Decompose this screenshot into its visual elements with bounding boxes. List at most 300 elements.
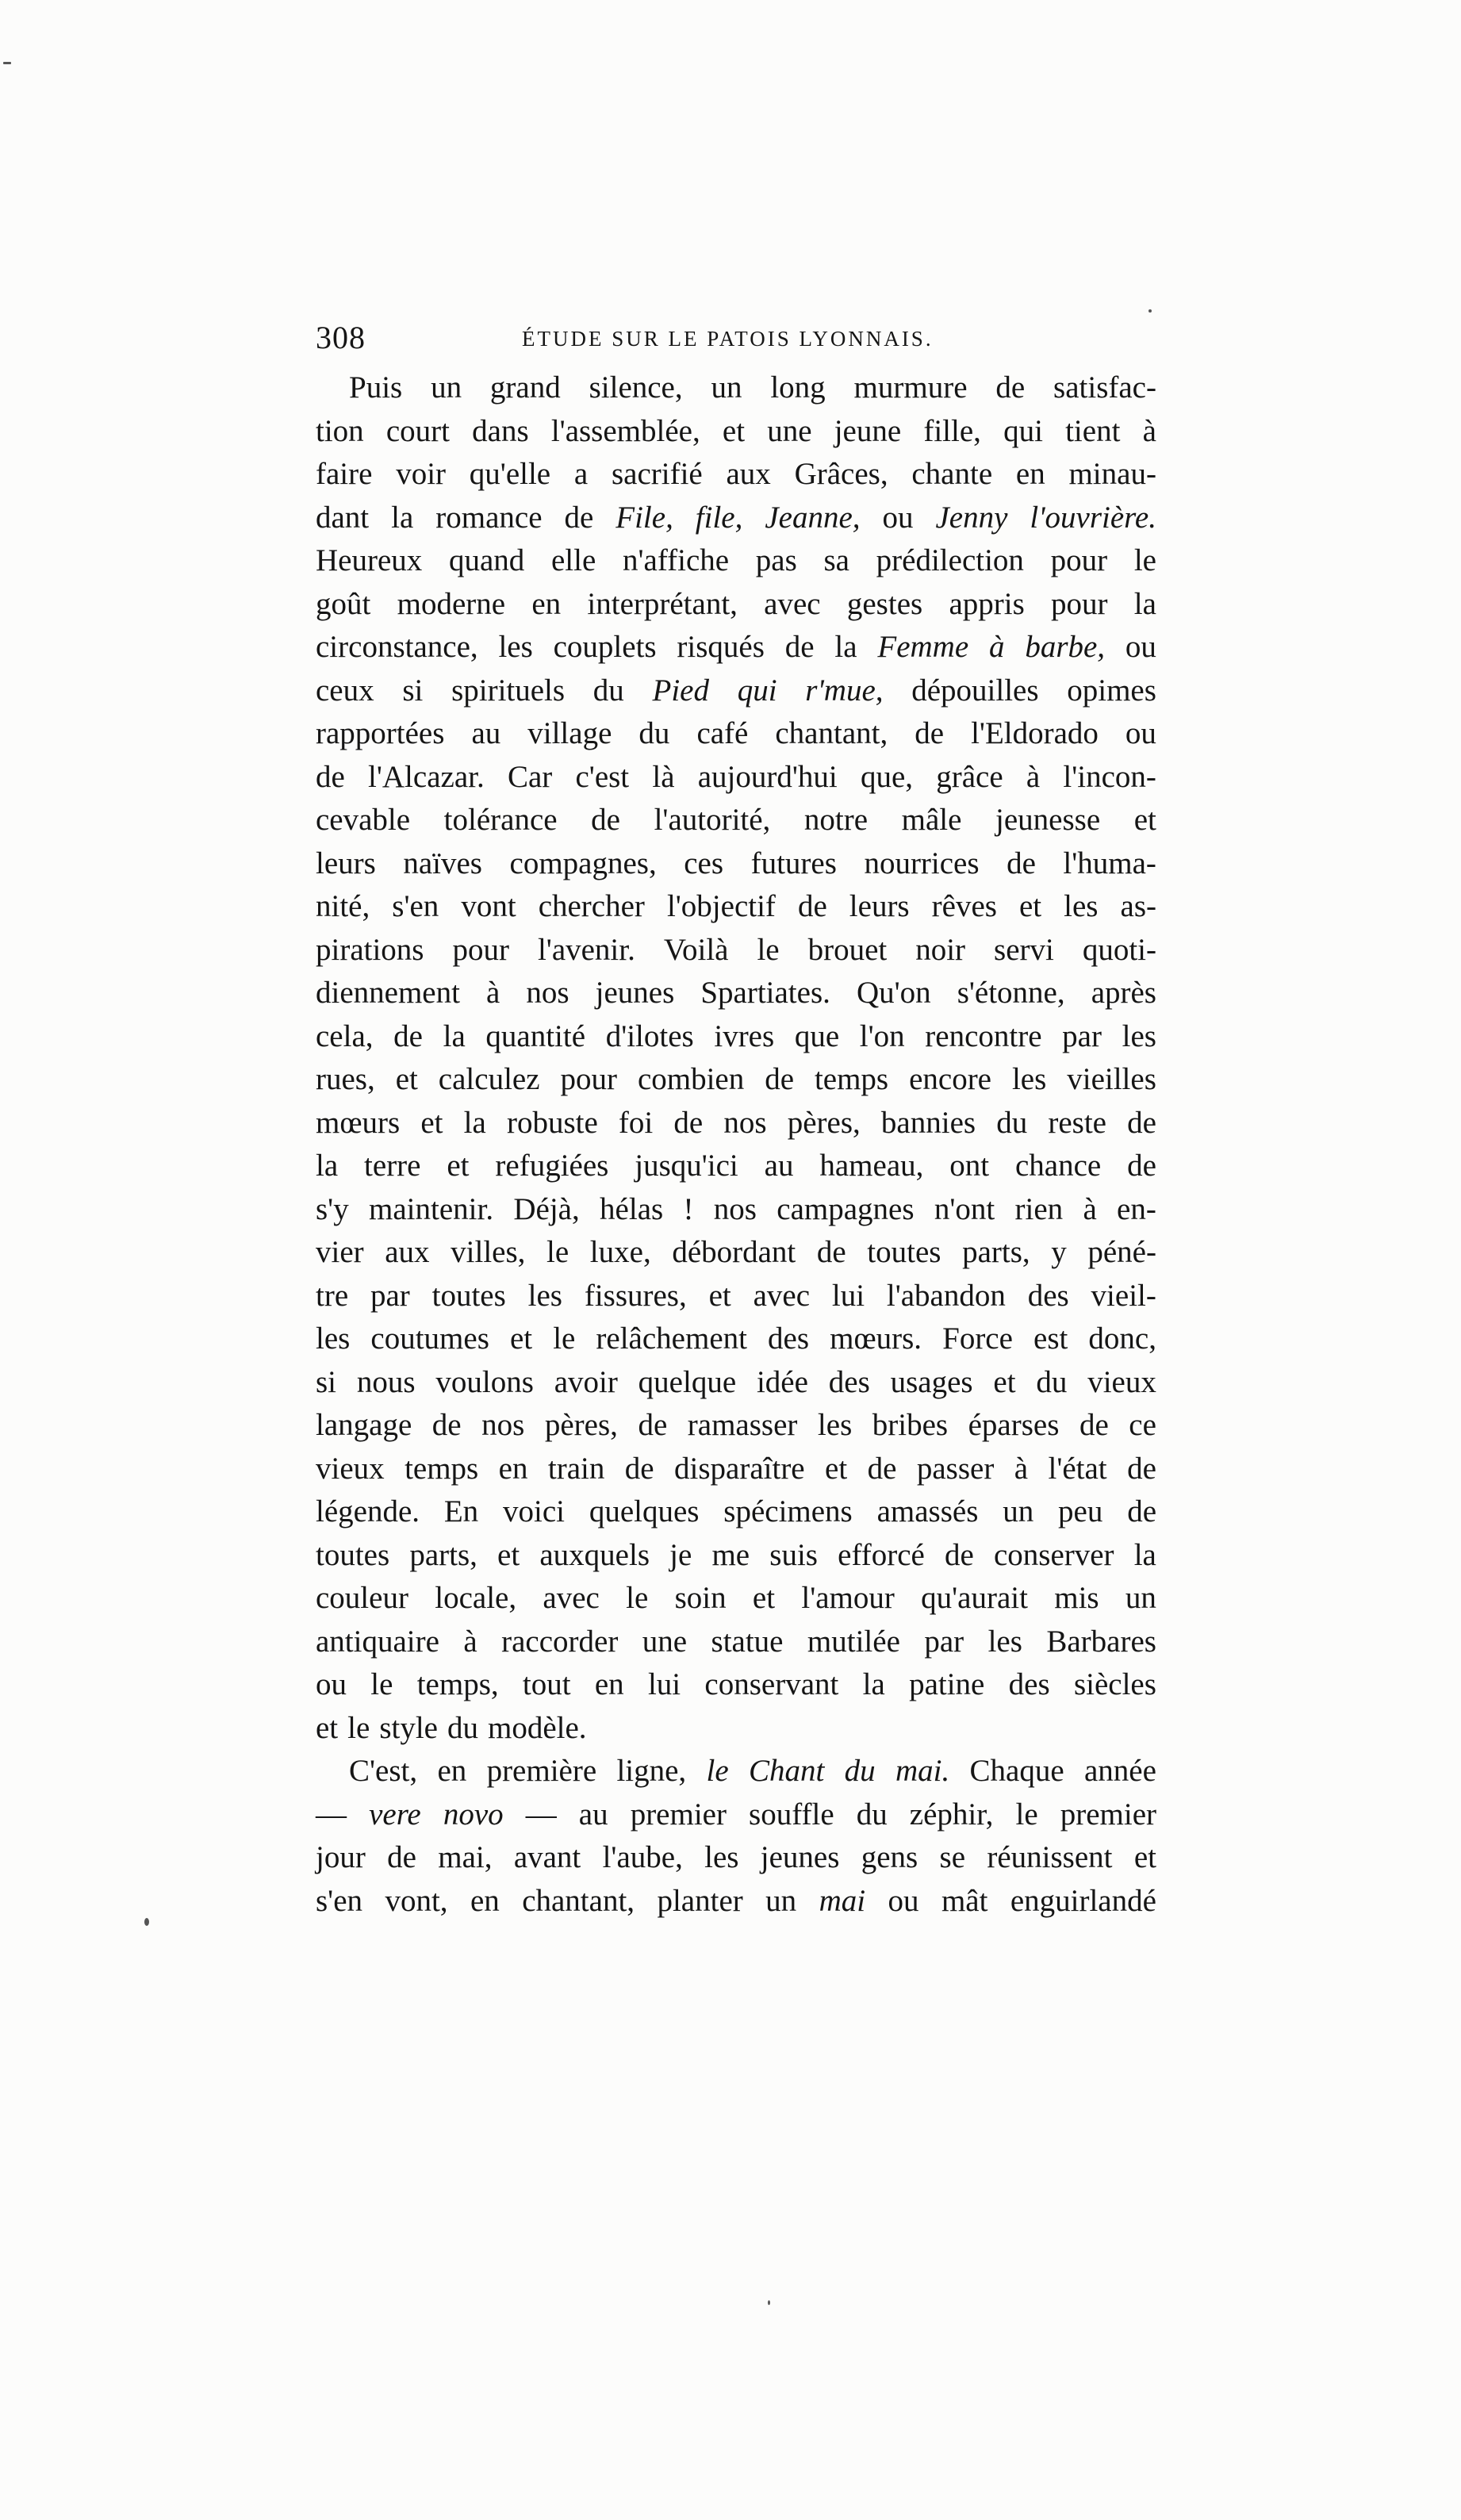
word: nos <box>481 1408 525 1442</box>
word: court <box>385 413 450 448</box>
word: bannies <box>880 1105 976 1140</box>
word: opimes <box>1067 673 1156 708</box>
word: moderne <box>397 586 506 621</box>
word: ivres <box>714 1018 775 1053</box>
word: langage <box>316 1408 412 1442</box>
word: l'amour <box>801 1581 895 1615</box>
word: ou <box>316 1667 347 1701</box>
text-line <box>316 497 1156 540</box>
word: sacrifié <box>611 457 703 491</box>
word: Car <box>507 759 553 794</box>
word: servi <box>994 932 1054 967</box>
word: une <box>642 1624 688 1659</box>
word: la <box>316 1149 339 1183</box>
word: modèle. <box>487 1710 587 1745</box>
italic-word: file, <box>695 500 743 535</box>
word: chance <box>1015 1149 1102 1183</box>
word: de <box>673 1105 704 1140</box>
word: la <box>834 630 857 664</box>
word: ou <box>1125 630 1156 664</box>
word: couleur <box>316 1581 408 1615</box>
word: Déjà, <box>513 1191 580 1226</box>
word: à <box>463 1624 477 1659</box>
word: conserver <box>993 1537 1114 1572</box>
word: efforcé <box>838 1537 925 1572</box>
word: en <box>498 1451 528 1486</box>
word: n'affiche <box>623 543 730 577</box>
word: en <box>437 1754 467 1788</box>
word: en <box>1015 457 1045 491</box>
word: voir <box>396 457 447 491</box>
text-line <box>316 1231 1156 1275</box>
word: romance <box>435 500 543 535</box>
word: rêves <box>931 889 997 923</box>
word: l'aube, <box>602 1840 683 1874</box>
scan-speck-header <box>1148 309 1152 313</box>
word: parts, <box>962 1235 1030 1269</box>
word: de <box>816 1235 846 1269</box>
word: du <box>592 673 624 708</box>
word: l'abandon <box>886 1278 1006 1313</box>
word: des <box>1027 1278 1069 1313</box>
word: leurs <box>316 846 376 880</box>
word: mâle <box>901 803 962 837</box>
word: nos <box>713 1191 757 1226</box>
word: notre <box>803 803 869 837</box>
word: terre <box>364 1149 421 1183</box>
word: circonstance, <box>316 630 478 664</box>
paragraph <box>316 366 1156 1750</box>
word: Spartiates. <box>700 976 830 1010</box>
word: légende. <box>316 1494 420 1528</box>
word: antiquaire <box>316 1624 439 1659</box>
word: nité, <box>316 889 370 923</box>
word: une <box>767 413 812 448</box>
text-line <box>316 1750 1156 1793</box>
text-line <box>316 1015 1156 1059</box>
text-line <box>316 1058 1156 1102</box>
italic-word: qui <box>737 673 777 708</box>
word: vieux <box>1087 1364 1156 1399</box>
text-line <box>316 410 1156 454</box>
word: refugiées <box>495 1149 609 1183</box>
word: de <box>431 1408 462 1442</box>
word: temps, <box>416 1667 499 1701</box>
word: maintenir. <box>369 1191 494 1226</box>
word: mât <box>941 1883 988 1918</box>
word: les <box>498 630 533 664</box>
word: pères, <box>544 1408 618 1442</box>
word: pour <box>1050 543 1108 577</box>
word: réunissent <box>987 1840 1113 1874</box>
italic-word: barbe, <box>1025 630 1106 664</box>
word: cevable <box>316 803 411 837</box>
word: mutilée <box>807 1624 900 1659</box>
word: nous <box>356 1364 416 1399</box>
word: du <box>1036 1364 1068 1399</box>
text-line <box>316 626 1156 669</box>
word: minau- <box>1068 457 1156 491</box>
text-line <box>316 972 1156 1015</box>
word: le <box>1133 543 1156 577</box>
italic-word: r'mue, <box>805 673 884 708</box>
page-number: 308 <box>316 320 366 355</box>
body-text <box>316 366 1156 1923</box>
italic-word: le <box>706 1754 729 1788</box>
word: la <box>463 1105 486 1140</box>
word: risqués <box>677 630 765 664</box>
word: les <box>704 1840 739 1874</box>
word: long <box>770 370 826 405</box>
word: et <box>722 413 746 448</box>
word: éparses <box>968 1408 1060 1442</box>
word: à <box>486 976 500 1010</box>
text-line <box>316 1361 1156 1405</box>
word: zéphir, <box>909 1797 994 1832</box>
word: quelques <box>589 1494 700 1528</box>
word: coutumes <box>370 1321 489 1356</box>
word: s'étonne, <box>957 976 1065 1010</box>
text-line <box>316 712 1156 756</box>
text-line <box>316 1621 1156 1664</box>
word: des <box>1008 1667 1050 1701</box>
word: villes, <box>451 1235 526 1269</box>
word: au <box>578 1797 608 1832</box>
word: se <box>939 1840 966 1874</box>
word: le <box>626 1581 649 1615</box>
word: sa <box>823 543 849 577</box>
word: fissures, <box>584 1278 687 1313</box>
word: s'en <box>392 889 439 923</box>
word: avoir <box>554 1364 618 1399</box>
text-line <box>316 1707 1156 1751</box>
word: temps <box>814 1062 889 1096</box>
word: aujourd'hui <box>697 759 838 794</box>
word: premier <box>1060 1797 1156 1832</box>
word: locale, <box>435 1581 517 1615</box>
word: l'autorité, <box>654 803 771 837</box>
word: et <box>1018 889 1042 923</box>
word: aux <box>726 457 771 491</box>
word: appris <box>949 586 1025 621</box>
word: tolérance <box>443 803 558 837</box>
word: jeunes <box>760 1840 840 1874</box>
word: pour <box>560 1062 617 1096</box>
word: des <box>828 1364 870 1399</box>
word: de <box>1127 1105 1156 1140</box>
text-line <box>316 1836 1156 1880</box>
word: de <box>1079 1408 1109 1442</box>
word: s'en <box>316 1883 363 1918</box>
word: de <box>867 1451 897 1486</box>
italic-word: du <box>844 1754 876 1788</box>
word: as- <box>1120 889 1156 923</box>
word: statue <box>711 1624 784 1659</box>
word: et <box>752 1581 776 1615</box>
word: passer <box>916 1451 995 1486</box>
word: — <box>316 1797 347 1832</box>
word: voici <box>503 1494 565 1528</box>
word: première <box>486 1754 597 1788</box>
word: les <box>1011 1062 1047 1096</box>
word: dant <box>316 500 370 535</box>
word: de <box>797 889 827 923</box>
word: leurs <box>849 889 910 923</box>
word: de <box>1127 1451 1156 1486</box>
word: quantité <box>485 1018 586 1053</box>
text-line <box>316 1404 1156 1448</box>
word: la <box>1133 1537 1156 1572</box>
italic-word: à <box>988 630 1005 664</box>
word: et <box>993 1364 1016 1399</box>
word: l'Alcazar. <box>368 759 485 794</box>
word: ceux <box>316 673 374 708</box>
word: chercher <box>538 889 645 923</box>
word: et <box>509 1321 533 1356</box>
word: et <box>708 1278 731 1313</box>
word: chantant, <box>522 1883 635 1918</box>
word: ! <box>683 1191 694 1226</box>
word: en <box>531 586 562 621</box>
word: au <box>764 1149 794 1183</box>
word: patine <box>909 1667 985 1701</box>
word: en- <box>1117 1191 1156 1226</box>
word: jeunes <box>595 976 675 1010</box>
word: un <box>431 370 462 405</box>
word: que, <box>860 759 914 794</box>
word: ou <box>882 500 914 535</box>
word: mis <box>1054 1581 1099 1615</box>
word: luxe, <box>589 1235 651 1269</box>
word: la <box>862 1667 885 1701</box>
word: usages <box>890 1364 973 1399</box>
word: l'on <box>859 1018 905 1053</box>
word: l'état <box>1048 1451 1107 1486</box>
word: ligne, <box>616 1754 687 1788</box>
word: murmure <box>853 370 968 405</box>
word: pour <box>1051 586 1108 621</box>
word: là <box>652 759 675 794</box>
text-line <box>316 929 1156 972</box>
word: reste <box>1048 1105 1106 1140</box>
word: le <box>1015 1797 1038 1832</box>
word: jeune <box>834 413 902 448</box>
italic-word: Femme <box>877 630 969 664</box>
word: bribes <box>872 1408 949 1442</box>
word: village <box>527 716 612 750</box>
word: jeunesse <box>995 803 1101 837</box>
italic-word: Jenny <box>935 500 1008 535</box>
word: de <box>316 759 345 794</box>
word: en <box>470 1883 500 1918</box>
word: mai, <box>438 1840 493 1874</box>
word: du <box>447 1710 478 1745</box>
word: par <box>370 1278 410 1313</box>
word: de <box>995 370 1026 405</box>
word: pour <box>452 932 509 967</box>
word: des <box>768 1321 810 1356</box>
word: à <box>1083 1191 1097 1226</box>
word: En <box>443 1494 479 1528</box>
italic-word: novo <box>443 1797 504 1832</box>
word: la <box>391 500 414 535</box>
word: de <box>765 1062 794 1096</box>
word: parts, <box>409 1537 477 1572</box>
italic-word: Pied <box>652 673 709 708</box>
word: campagnes <box>777 1191 915 1226</box>
word: vieux <box>316 1451 385 1486</box>
paragraph <box>316 1750 1156 1923</box>
word: conservant <box>704 1667 839 1701</box>
word: du <box>638 716 670 750</box>
word: si <box>402 673 424 708</box>
word: si <box>316 1364 337 1399</box>
word: soin <box>674 1581 727 1615</box>
word: y <box>1051 1235 1067 1269</box>
italic-word: Chant <box>748 1754 825 1788</box>
word: rues, <box>316 1062 375 1096</box>
text-line <box>316 669 1156 713</box>
text-line <box>316 756 1156 800</box>
text-line <box>316 1275 1156 1318</box>
word: les <box>1122 1018 1156 1053</box>
word: vieilles <box>1067 1062 1156 1096</box>
word: vier <box>316 1235 364 1269</box>
word: cela, <box>316 1018 374 1053</box>
word: disparaître <box>674 1451 805 1486</box>
word: la <box>443 1018 466 1053</box>
word: tout <box>522 1667 571 1701</box>
word: de <box>944 1537 974 1572</box>
word: suis <box>769 1537 818 1572</box>
word: nos <box>723 1105 767 1140</box>
word: jusqu'ici <box>635 1149 738 1183</box>
word: gestes <box>846 586 923 621</box>
word: ramasser <box>687 1408 798 1442</box>
word: de <box>393 1018 423 1053</box>
word: l'objectif <box>666 889 776 923</box>
italic-word: Jeanne, <box>765 500 861 535</box>
word: souffle <box>749 1797 834 1832</box>
word: quoti- <box>1082 932 1156 967</box>
word: en <box>594 1667 624 1701</box>
word: et <box>316 1710 339 1745</box>
word: lui <box>831 1278 865 1313</box>
running-title: ÉTUDE SUR LE PATOIS LYONNAIS. <box>522 327 934 351</box>
word: fille, <box>923 413 981 448</box>
text-line <box>316 453 1156 497</box>
word: nourrices <box>864 846 980 880</box>
word: couplets <box>553 630 657 664</box>
word: brouet <box>807 932 888 967</box>
word: après <box>1091 976 1156 1010</box>
word: les <box>987 1624 1022 1659</box>
word: s'y <box>316 1191 349 1226</box>
word: avec <box>753 1278 811 1313</box>
word: hameau, <box>819 1149 924 1183</box>
word: et <box>1133 1840 1156 1874</box>
word: grand <box>489 370 561 405</box>
word: aux <box>385 1235 430 1269</box>
word: satisfac- <box>1053 370 1156 405</box>
word: le <box>553 1321 576 1356</box>
word: diennement <box>316 976 460 1010</box>
text-line <box>316 885 1156 929</box>
word: ce <box>1129 1408 1156 1442</box>
word: de <box>1007 846 1036 880</box>
word: me <box>711 1537 750 1572</box>
word: café <box>696 716 749 750</box>
word: l'incon- <box>1063 759 1156 794</box>
word: jour <box>316 1840 366 1874</box>
word: le <box>347 1710 370 1745</box>
word: ou <box>888 1883 919 1918</box>
word: toutes <box>431 1278 506 1313</box>
word: enguirlandé <box>1010 1883 1156 1918</box>
word: de <box>784 630 815 664</box>
word: les <box>817 1408 853 1442</box>
word: le <box>546 1235 569 1269</box>
word: compagnes, <box>509 846 657 880</box>
word: a <box>573 457 589 491</box>
word: train <box>547 1451 605 1486</box>
word: et <box>420 1105 443 1140</box>
word: péné- <box>1087 1235 1156 1269</box>
italic-word: vere <box>369 1797 421 1832</box>
word: robuste <box>506 1105 598 1140</box>
word: ont <box>949 1149 990 1183</box>
word: Barbares <box>1046 1624 1156 1659</box>
word: faire <box>316 457 373 491</box>
word: avant <box>513 1840 581 1874</box>
word: ou <box>1125 716 1156 750</box>
word: et <box>825 1451 848 1486</box>
word: goût <box>316 586 371 621</box>
word: l'assemblée, <box>550 413 700 448</box>
word: Puis <box>349 370 403 405</box>
word: planter <box>657 1883 743 1918</box>
word: style <box>379 1710 438 1745</box>
word: vont <box>461 889 516 923</box>
word: de <box>564 500 594 535</box>
word: vieil- <box>1091 1278 1156 1313</box>
text-line <box>316 1793 1156 1837</box>
word: amassés <box>876 1494 979 1528</box>
word: et <box>447 1149 470 1183</box>
word: nos <box>526 976 569 1010</box>
word: encore <box>909 1062 991 1096</box>
word: prédilection <box>876 543 1024 577</box>
text-line <box>316 1490 1156 1534</box>
word: tre <box>316 1278 349 1313</box>
word: spécimens <box>723 1494 853 1528</box>
word: voulons <box>435 1364 534 1399</box>
word: par <box>1062 1018 1102 1053</box>
word: interprétant, <box>587 586 738 621</box>
text-line <box>316 539 1156 583</box>
scan-speck-left <box>144 1918 149 1926</box>
text-line <box>316 1188 1156 1232</box>
italic-word: mai <box>819 1883 866 1918</box>
word: peu <box>1058 1494 1103 1528</box>
text-line <box>316 842 1156 886</box>
word: avec <box>543 1581 600 1615</box>
word: elle <box>551 543 596 577</box>
word: d'ilotes <box>605 1018 694 1053</box>
word: à <box>1026 759 1041 794</box>
word: que <box>794 1018 840 1053</box>
word: je <box>669 1537 692 1572</box>
